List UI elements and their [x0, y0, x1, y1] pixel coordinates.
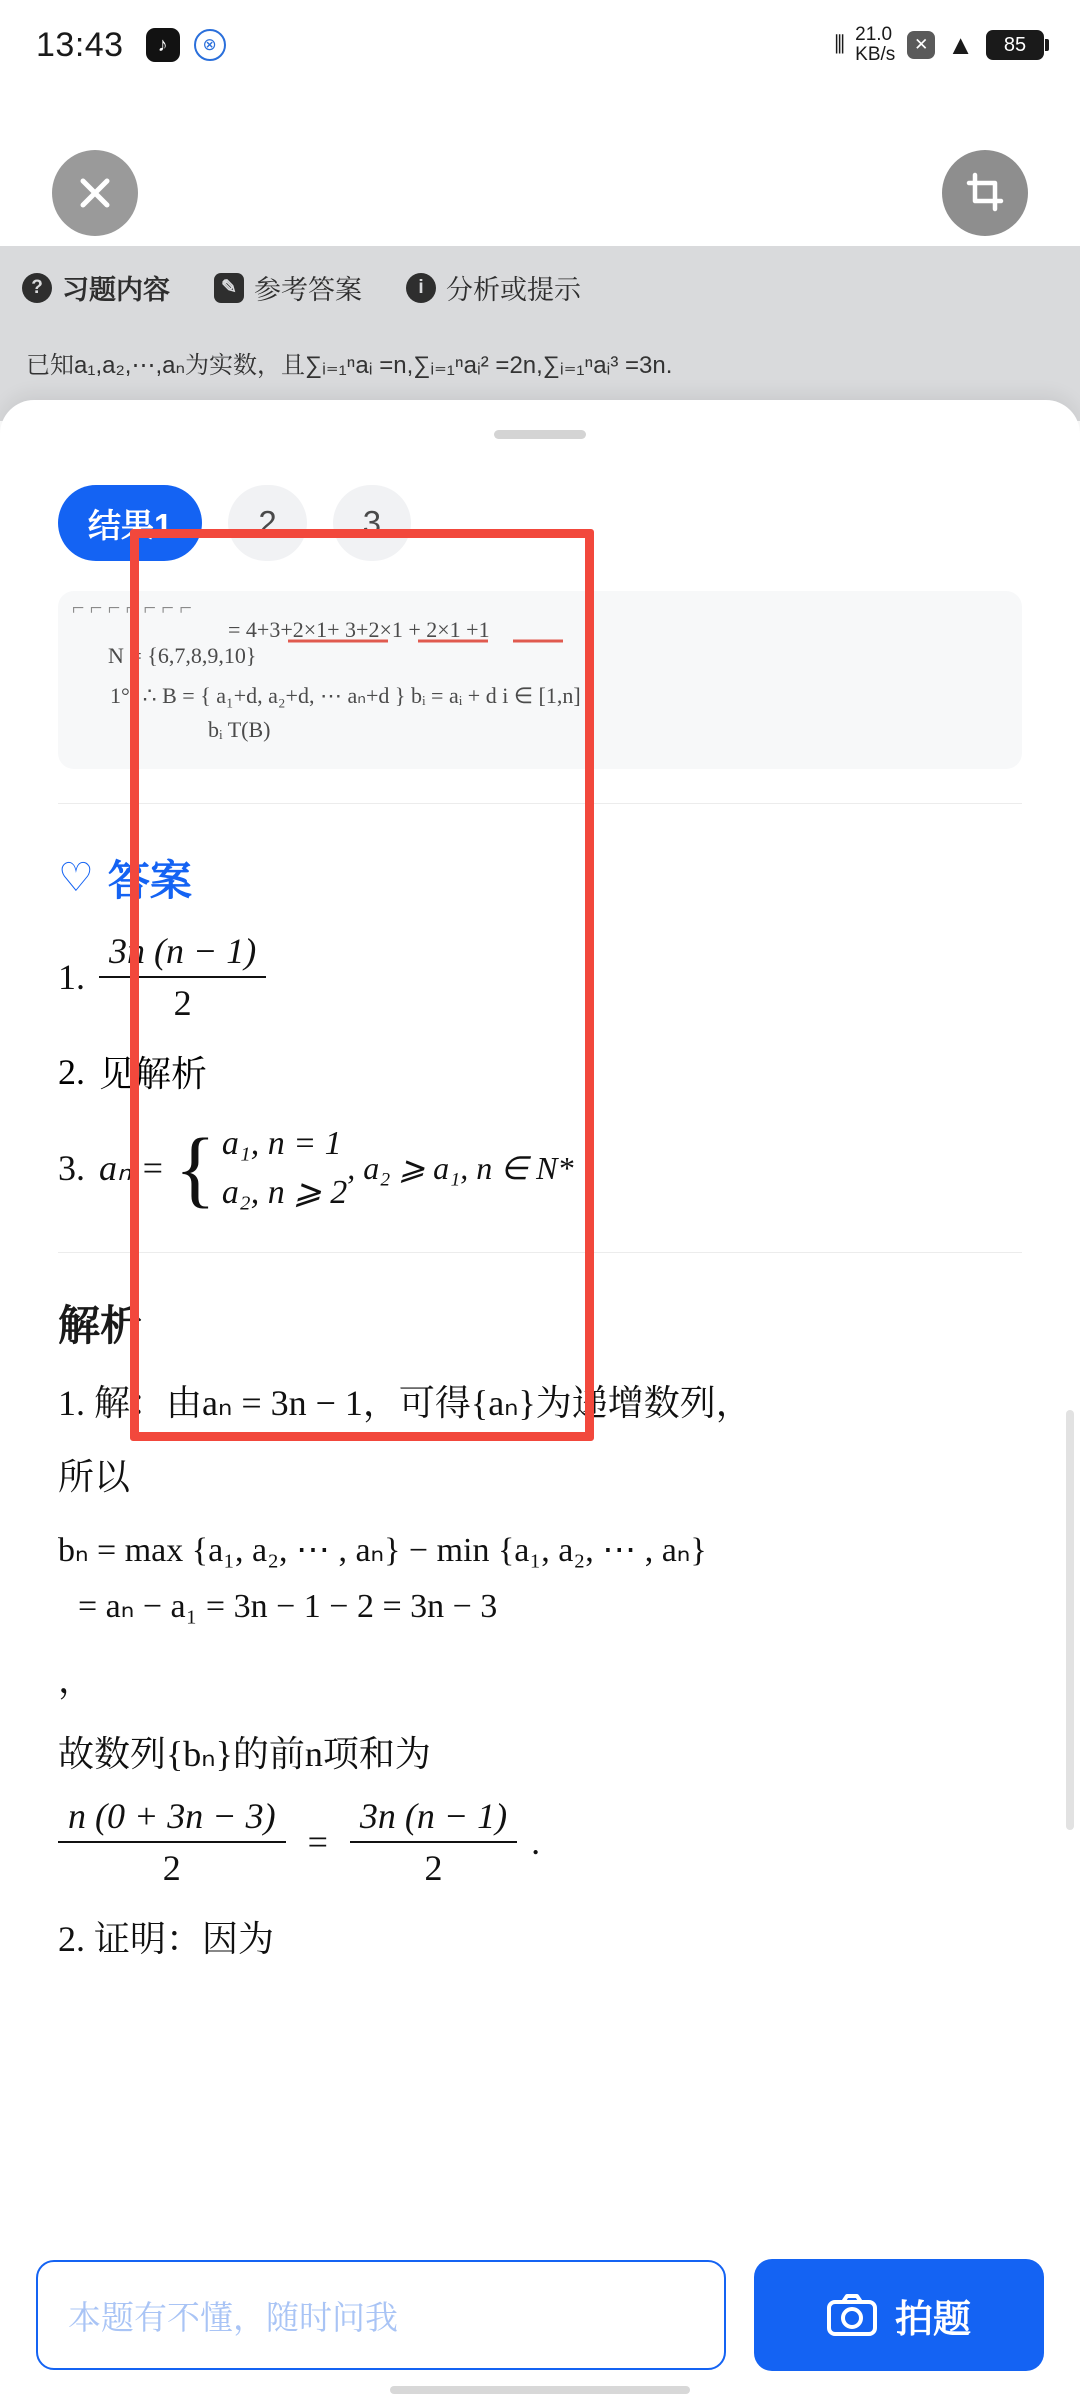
- analysis-line-3: bₙ = max {a₁, a₂, ⋯ , aₙ} − min {a₁, a₂, ⋯ , aₙ}: [58, 1531, 707, 1569]
- crop-button[interactable]: [942, 150, 1028, 236]
- analysis-line-7: 2. 证明：因为: [58, 1918, 275, 1959]
- analysis-line-6: 故数列{bₙ}的前n项和为: [58, 1734, 431, 1775]
- content-scrollbar[interactable]: [1066, 1410, 1074, 1830]
- answer-item-1-number: 1.: [58, 957, 85, 997]
- network-speed-unit: KB/s: [855, 44, 896, 65]
- tab-analysis-hint-label: 分析或提示: [446, 275, 581, 305]
- home-indicator: [390, 2386, 690, 2394]
- ask-input[interactable]: 本题有不懂，随时问我: [36, 2260, 726, 2370]
- answer-heading: [0, 804, 1080, 908]
- tab-reference-answer-label: 参考答案: [254, 275, 362, 305]
- answer-item-1: [0, 908, 1080, 1024]
- answer-heading-label: 答案: [107, 857, 192, 904]
- shoot-question-label: 拍题: [894, 2298, 971, 2341]
- answer-item-3-lhs: aₙ =: [99, 1148, 165, 1189]
- answer-sheet: [0, 400, 1080, 2260]
- lightbulb-icon: ♡: [58, 856, 94, 900]
- final-eq-equals: =: [307, 1821, 328, 1862]
- final-eq-right-denominator: 2: [424, 1847, 443, 1888]
- status-left-icons: [146, 28, 226, 62]
- result-tab-1[interactable]: 结果1: [58, 485, 202, 561]
- question-text: 已知a₁,a₂,⋯,aₙ为实数，且∑ᵢ₌₁ⁿaᵢ =n,∑ᵢ₌₁ⁿaᵢ² =2n,∑ᵢ₌₁ⁿaᵢ³ =3n.: [26, 352, 673, 379]
- answer-item-1-numerator: 3n (n − 1): [109, 931, 257, 971]
- network-speed: [855, 25, 895, 65]
- result-tab-list: [0, 439, 1080, 561]
- handwriting-preview[interactable]: ⌐ ⌐ ⌐ ⌐ ⌐ ⌐ ⌐ = 4+3+2×1+ 3+2×1 + 2×1 +1 N = {6,7,8,9,10} 1°) ∴ B = { a₁+d, a₂+d, ⋯ aₙ+d } bᵢ = aᵢ + d i ∈ [1,n] bᵢ T(B): [58, 591, 1022, 769]
- analysis-heading: 解析: [58, 1301, 143, 1349]
- answer-item-3-case-1: a₁, n = 1: [221, 1125, 342, 1162]
- handwriting-marks: [58, 591, 758, 769]
- nfc-icon: ⊗: [194, 29, 226, 61]
- network-speed-value: 21.0: [855, 24, 893, 46]
- analysis-final-equation: [0, 1779, 1080, 1889]
- cases-brace-icon: {: [174, 1119, 216, 1216]
- result-tab-3[interactable]: 3: [333, 485, 411, 561]
- answer-item-2: [0, 1024, 1080, 1097]
- tab-analysis-hint[interactable]: [406, 268, 581, 307]
- top-action-bar: [0, 140, 1080, 260]
- handwriting-line-2: = 4+3+2×1+ 3+2×1 + 2×1 +1: [228, 617, 490, 642]
- analysis-line-2: 所以: [58, 1456, 131, 1498]
- final-eq-left-fraction: [58, 1795, 286, 1889]
- answer-item-3-cases: [222, 1119, 347, 1218]
- analysis-line-1: 1. 解：由aₙ = 3n − 1，可得{aₙ}为递增数列，: [58, 1382, 752, 1423]
- final-eq-right-fraction: [350, 1795, 517, 1889]
- tab-question-content-label: 习题内容: [62, 275, 170, 305]
- tab-reference-answer[interactable]: [214, 268, 362, 307]
- answer-item-3-number: 3.: [58, 1148, 85, 1189]
- answer-item-3-case-2: a₂, n ⩾ 2: [221, 1174, 348, 1212]
- status-right-icons: [834, 25, 1044, 65]
- info-circle-icon: i: [406, 273, 436, 303]
- bottom-action-bar: [0, 2222, 1080, 2408]
- status-bar: [0, 0, 1080, 90]
- final-eq-left-denominator: 2: [162, 1847, 181, 1888]
- music-app-icon: ♪: [146, 28, 180, 62]
- note-square-icon: ✎: [214, 273, 244, 303]
- crop-icon: [963, 171, 1007, 215]
- result-tab-2[interactable]: 2: [228, 485, 306, 561]
- answer-item-2-number: 2.: [58, 1051, 85, 1092]
- tab-question-content[interactable]: [22, 268, 170, 307]
- answer-item-3: [0, 1097, 1080, 1218]
- analysis-line-5: ，: [58, 1658, 95, 1700]
- question-tabs: [0, 246, 1080, 307]
- answer-item-3-tail: , a₂ ⩾ a₁, n ∈ N*: [347, 1150, 574, 1187]
- status-time: 13:43: [36, 25, 124, 64]
- question-panel: [0, 246, 1080, 421]
- final-eq-suffix: .: [531, 1821, 541, 1862]
- sheet-drag-handle[interactable]: [494, 430, 586, 439]
- analysis-line-4: = aₙ − a₁ = 3n − 1 − 2 = 3n − 3: [78, 1587, 498, 1625]
- camera-icon: [827, 2294, 877, 2336]
- vibrate-icon: ⦀: [834, 30, 844, 59]
- x-badge-icon: ✕: [907, 31, 935, 59]
- handwriting-line-1: N = {6,7,8,9,10}: [108, 643, 257, 668]
- handwriting-line-3: 1°) ∴ B = { a₁+d, a₂+d, ⋯ aₙ+d } bᵢ = aᵢ + d i ∈ [1,n]: [110, 683, 581, 708]
- close-button[interactable]: [52, 150, 138, 236]
- wifi-icon: ▲: [947, 29, 974, 60]
- question-circle-icon: ?: [22, 273, 52, 303]
- close-icon: [73, 171, 117, 215]
- answer-item-1-denominator: 2: [173, 983, 192, 1023]
- answer-item-1-fraction: [99, 930, 266, 1024]
- final-eq-right-numerator: 3n (n − 1): [359, 1795, 508, 1836]
- battery-indicator: 85: [986, 30, 1044, 60]
- handwriting-line-4: bᵢ T(B): [208, 717, 271, 742]
- answer-item-2-text: 见解析: [99, 1053, 208, 1094]
- final-eq-left-numerator: n (0 + 3n − 3): [68, 1795, 276, 1836]
- shoot-question-button[interactable]: [754, 2259, 1044, 2371]
